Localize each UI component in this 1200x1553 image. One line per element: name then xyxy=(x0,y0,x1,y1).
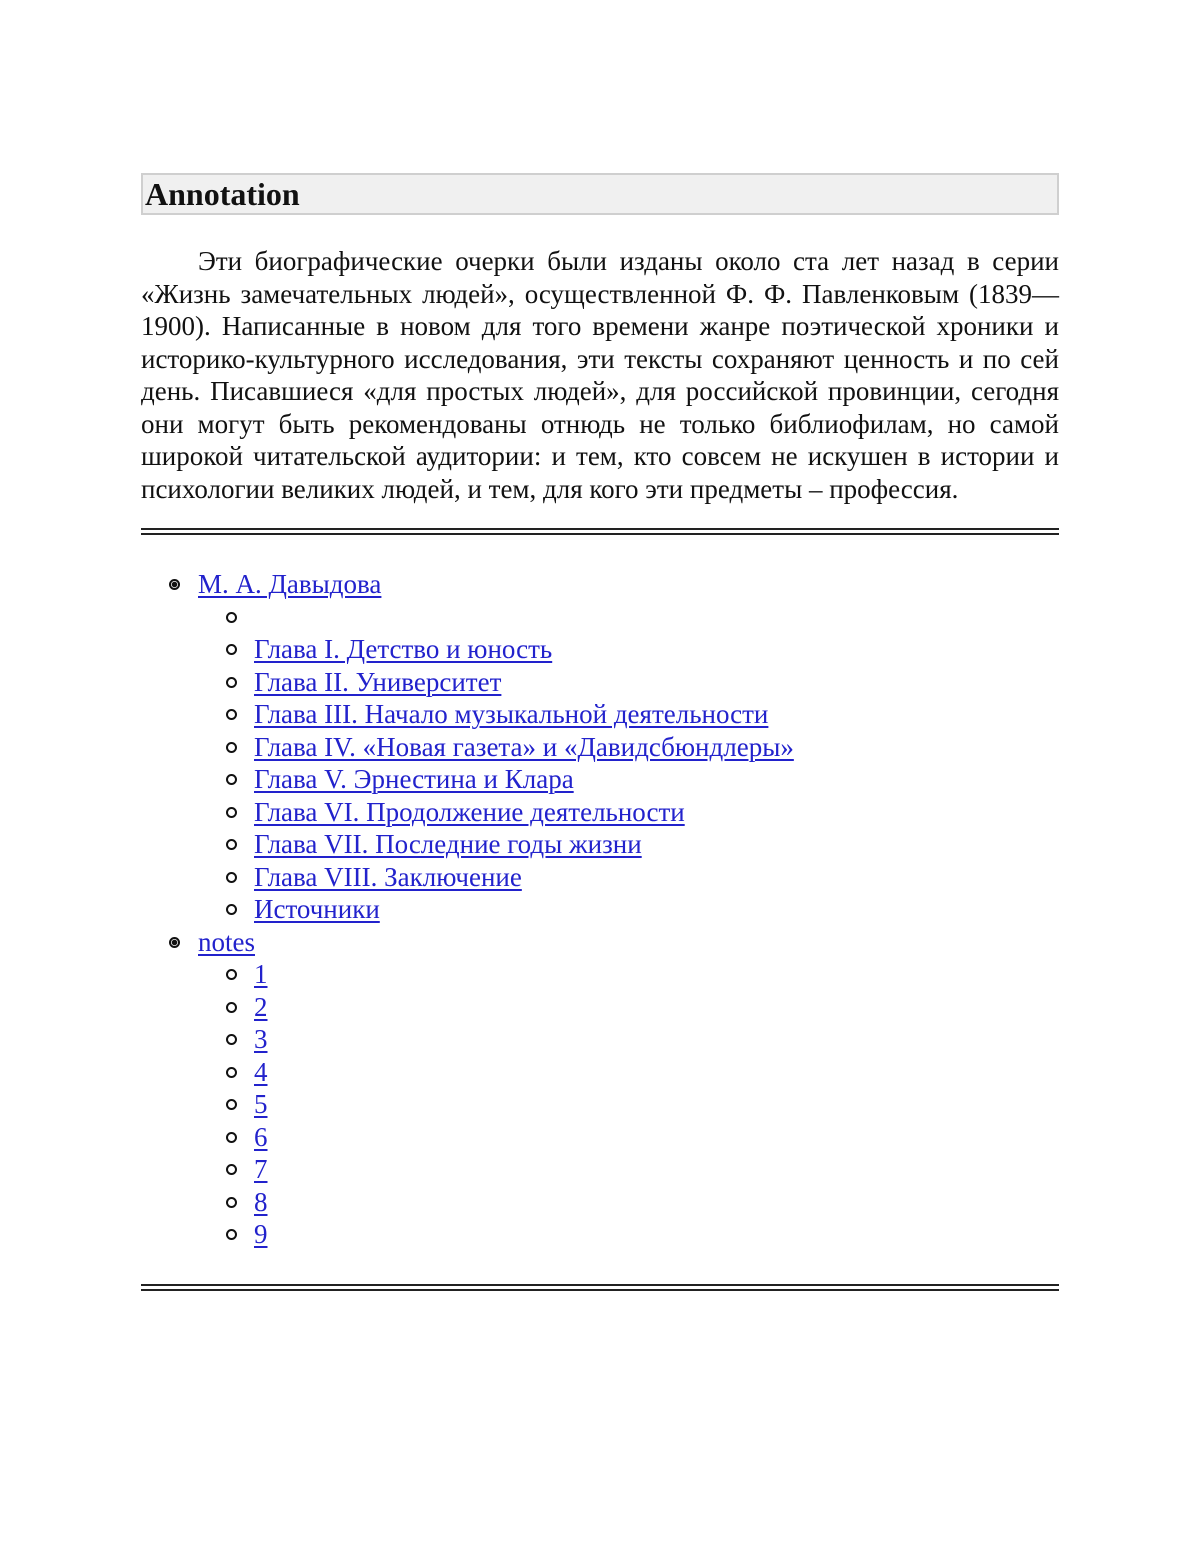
circle-bullet-icon xyxy=(226,709,237,720)
circle-bullet-icon xyxy=(226,1132,237,1143)
list-item xyxy=(198,1218,1059,1251)
toc-link-chapter[interactable]: Глава IV. «Новая газета» и «Давидсбюндлеры» xyxy=(254,731,794,762)
circle-bullet-icon xyxy=(226,1197,237,1208)
note-link[interactable]: 1 xyxy=(254,959,268,989)
circle-bullet-icon xyxy=(226,1034,237,1045)
list-item xyxy=(198,991,1059,1024)
circle-bullet-icon xyxy=(226,969,237,980)
circle-bullet-icon xyxy=(226,1067,237,1078)
circle-bullet-icon xyxy=(226,742,237,753)
circle-bullet-icon xyxy=(226,1229,237,1240)
circle-bullet-icon xyxy=(226,904,237,915)
note-link[interactable]: 8 xyxy=(254,1186,268,1217)
document-page xyxy=(141,173,1059,1291)
note-link[interactable]: 9 xyxy=(254,1219,268,1249)
note-link[interactable]: 2 xyxy=(254,991,268,1022)
toc-section xyxy=(141,926,1059,1251)
list-item xyxy=(198,861,1059,894)
toc-link-sources[interactable]: Источники xyxy=(254,894,380,924)
toc-link-chapter[interactable]: Глава V. Эрнестина и Клара xyxy=(254,764,574,794)
bullet-icon xyxy=(169,937,180,948)
bullet-icon xyxy=(169,579,180,590)
toc-link-chapter[interactable]: Глава VIII. Заключение xyxy=(254,861,522,892)
list-item xyxy=(198,666,1059,699)
annotation-heading: Annotation xyxy=(145,176,300,212)
list-item xyxy=(198,763,1059,796)
list-item xyxy=(198,1023,1059,1056)
toc-link-chapter[interactable]: Глава III. Начало музыкальной деятельности xyxy=(254,699,769,729)
list-item xyxy=(198,731,1059,764)
circle-bullet-icon xyxy=(226,872,237,883)
horizontal-rule xyxy=(141,528,1059,535)
list-item xyxy=(198,796,1059,829)
list-item xyxy=(198,601,1059,634)
list-item xyxy=(198,1153,1059,1186)
circle-bullet-icon xyxy=(226,644,237,655)
list-item xyxy=(198,893,1059,926)
list-item xyxy=(198,958,1059,991)
annotation-text: Эти биографические очерки были изданы около ста лет назад в серии «Жизнь замечательных людей», осуществленной Ф. Ф. Павленковым (1839—1900). Написанные в новом для того времени жанре поэтической хроники и историко-культурного исследования, эти тексты сохраняют ценность и по сей день. Писавшиеся «для простых людей», для российской провинции, сегодня они могут быть рекомендованы отнюдь не только библиофилам, но самой широкой читательской аудитории: и тем, кто совсем не искушен в истории и психологии великих людей, и тем, для кого эти предметы – профессия. xyxy=(141,246,1059,504)
list-item xyxy=(198,633,1059,666)
list-item xyxy=(198,828,1059,861)
note-link[interactable]: 4 xyxy=(254,1056,268,1087)
note-link[interactable]: 5 xyxy=(254,1089,268,1119)
toc-sublist xyxy=(198,958,1059,1251)
circle-bullet-icon xyxy=(226,1002,237,1013)
circle-bullet-icon xyxy=(226,677,237,688)
toc-section xyxy=(141,568,1059,926)
note-link[interactable]: 3 xyxy=(254,1024,268,1054)
circle-bullet-icon xyxy=(226,839,237,850)
toc-sublist xyxy=(198,601,1059,926)
table-of-contents xyxy=(141,568,1059,1251)
toc-link-notes[interactable]: notes xyxy=(198,926,255,957)
note-link[interactable]: 6 xyxy=(254,1121,268,1152)
list-item xyxy=(198,1186,1059,1219)
annotation-heading-box xyxy=(141,173,1059,215)
list-item xyxy=(198,1056,1059,1089)
list-item xyxy=(198,1121,1059,1154)
toc-link-chapter[interactable]: Глава I. Детство и юность xyxy=(254,634,553,664)
circle-bullet-icon xyxy=(226,1099,237,1110)
toc-link-chapter[interactable]: Глава VII. Последние годы жизни xyxy=(254,829,642,859)
list-item xyxy=(198,1088,1059,1121)
note-link[interactable]: 7 xyxy=(254,1154,268,1184)
circle-bullet-icon xyxy=(226,612,237,623)
circle-bullet-icon xyxy=(226,774,237,785)
toc-link-author[interactable]: М. А. Давыдова xyxy=(198,569,382,599)
horizontal-rule xyxy=(141,1284,1059,1291)
list-item xyxy=(198,698,1059,731)
toc-link-chapter[interactable]: Глава II. Университет xyxy=(254,666,502,697)
toc-link-chapter[interactable]: Глава VI. Продолжение деятельности xyxy=(254,796,685,827)
circle-bullet-icon xyxy=(226,807,237,818)
circle-bullet-icon xyxy=(226,1164,237,1175)
